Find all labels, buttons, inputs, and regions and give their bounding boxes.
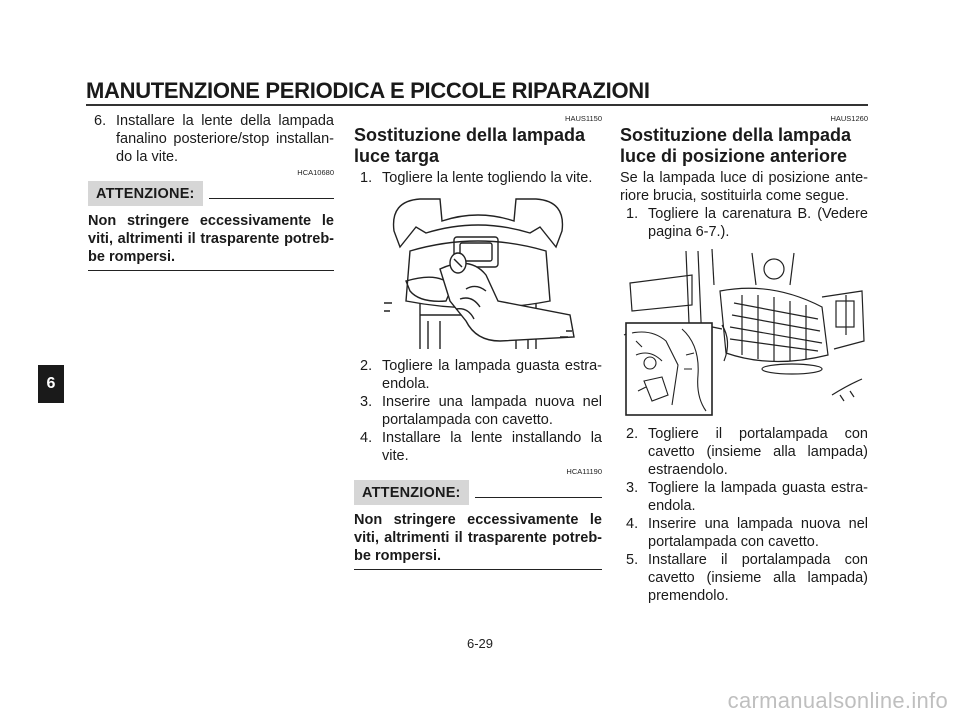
header-rule — [86, 104, 868, 106]
step-number: 6. — [94, 113, 107, 129]
caution-text: Non stringere eccessivamente le viti, altrimenti il trasparente potreb-be rompersi. — [88, 212, 334, 271]
step-text: Inserire una lampada nuova nel portalampada con cavetto. — [648, 516, 868, 550]
step-text: Installare la lente della lampada fanalino posteriore/stop installan-do la vite. — [116, 113, 334, 165]
step-text: Inserire una lampada nuova nel portalampada con cavetto. — [382, 394, 602, 428]
section-code: HAUS1150 — [565, 114, 602, 123]
column-2 — [354, 112, 602, 570]
step-text: Togliere la carenatura B. (Vedere pagina 6-7.). — [648, 206, 868, 240]
license-light-illustration — [380, 191, 576, 353]
caution-header — [88, 181, 334, 206]
watermark: carmanualsonline.info — [727, 688, 948, 713]
step-number: 3. — [626, 480, 639, 496]
step-5 — [620, 551, 868, 605]
step-1 — [620, 205, 868, 241]
step-number: 1. — [626, 206, 639, 222]
step-text: Installare il portalampada con cavetto (insieme alla lampada) premendolo. — [648, 552, 868, 604]
page-header-title: MANUTENZIONE PERIODICA E PICCOLE RIPARAZIONI — [86, 78, 650, 103]
step-1 — [354, 169, 602, 187]
step-text: Installare la lente installando la vite. — [382, 430, 602, 464]
caution-label: ATTENZIONE: — [354, 480, 469, 505]
section-title: Sostituzione della lampada luce targa — [354, 125, 586, 166]
reference-code: HCA10680 — [297, 168, 334, 177]
intro-text: Se la lampada luce di posizione ante-riore brucia, sostituirla come segue. — [620, 170, 868, 204]
step-text: Togliere la lente togliendo la vite. — [382, 170, 593, 186]
caution-text: Non stringere eccessivamente le viti, altrimenti il trasparente potreb-be rompersi. — [354, 511, 602, 570]
step-number: 4. — [360, 430, 373, 446]
step-3 — [620, 479, 868, 515]
caution-header — [354, 480, 602, 505]
step-4 — [620, 515, 868, 551]
step-number: 1. — [360, 170, 373, 186]
column-3 — [620, 112, 868, 605]
section-code: HAUS1260 — [830, 114, 868, 123]
caution-label: ATTENZIONE: — [88, 181, 203, 206]
step-text: Togliere la lampada guasta estra-endola. — [382, 358, 602, 392]
step-6 — [88, 112, 334, 166]
step-number: 3. — [360, 394, 373, 410]
position-light-illustration — [622, 245, 866, 421]
column-1 — [88, 112, 334, 271]
step-number: 5. — [626, 552, 639, 568]
step-number: 2. — [360, 358, 373, 374]
chapter-tab: 6 — [38, 365, 64, 403]
step-text: Togliere la lampada guasta estra-endola. — [648, 480, 868, 514]
caution-rule — [475, 497, 602, 499]
caution-rule — [209, 198, 334, 200]
step-number: 4. — [626, 516, 639, 532]
step-2 — [354, 357, 602, 393]
step-text: Togliere il portalampada con cavetto (insieme alla lampada) estraendolo. — [648, 426, 868, 478]
step-number: 2. — [626, 426, 639, 442]
step-4 — [354, 429, 602, 465]
reference-code: HCA11190 — [566, 467, 602, 476]
section-title: Sostituzione della lampada luce di posizione anteriore — [620, 125, 852, 166]
step-2 — [620, 425, 868, 479]
step-3 — [354, 393, 602, 429]
page-number: 6-29 — [466, 636, 494, 651]
